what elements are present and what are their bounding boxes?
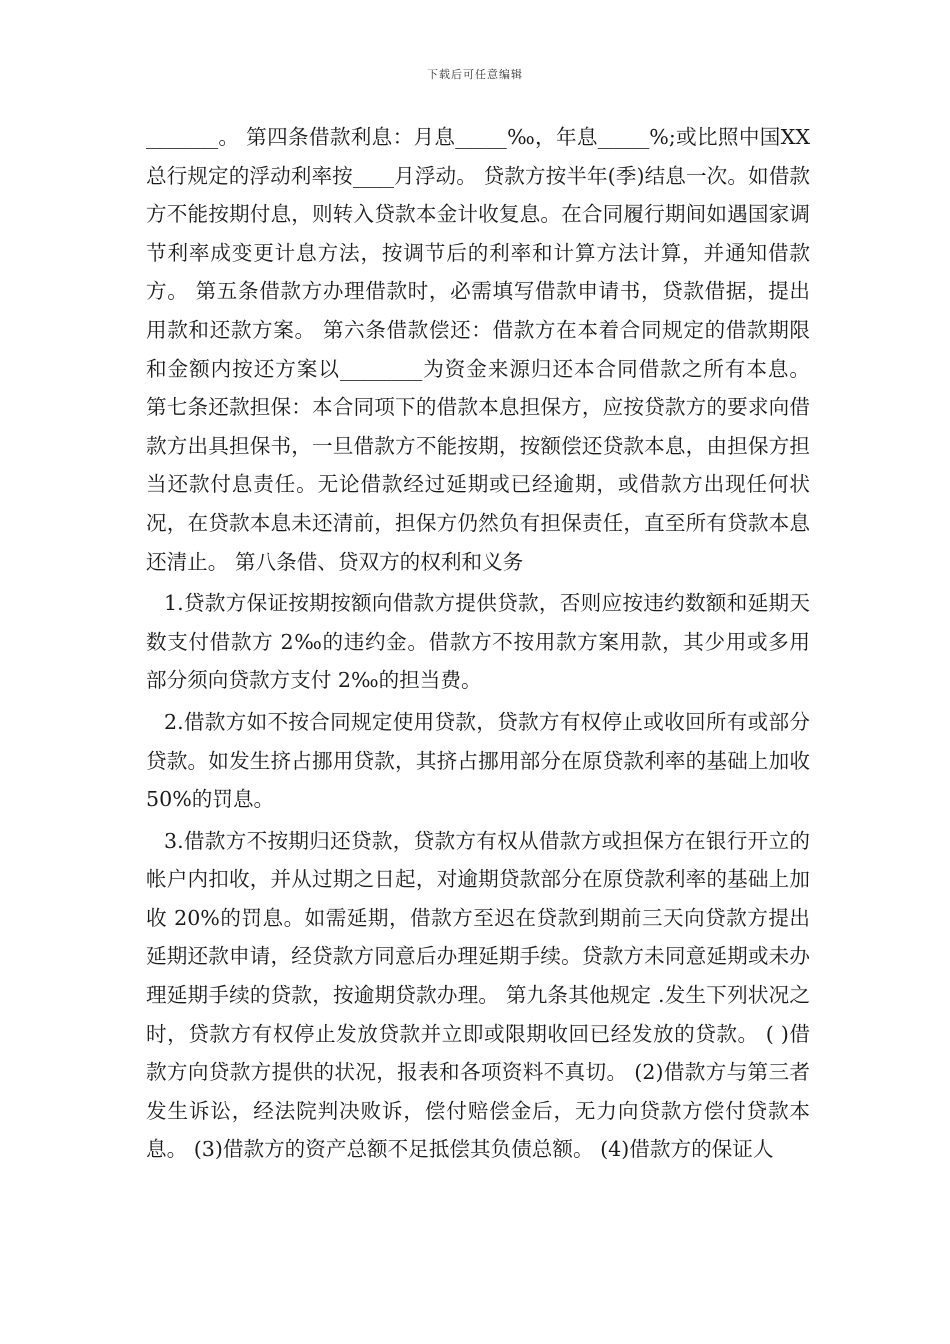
document-body <box>146 118 810 1169</box>
paragraph-clause-8-item-1: 1.贷款方保证按期按额向借款方提供贷款，否则应按违约数额和延期天数支付借款方 2‰的违约金。借款方不按用款方案用款，其少用或多用部分须向贷款方支付 2‰的担当费。 <box>146 591 810 693</box>
paragraph-clause-8-item-2: 2.借款方如不按合同规定使用贷款，贷款方有权停止或收回所有或部分贷款。如发生挤占挪用贷款，其挤占挪用部分在原贷款利率的基础上加收 50%的罚息。 <box>146 709 810 812</box>
paragraph-interest-and-repayment: _______。 第四条借款利息：月息_____‰，年息_____%;或比照中国XX总行规定的浮动利率按____月浮动。 贷款方按半年(季)结息一次。如借款方不能按期付息，则转入贷款本金计收复息。在合同履行期间如遇国家调节利率成变更计息方法，按调节后的利率和计算方法计算，并通知借款方。 第五条借款方办理借款时，必需填写借款申请书，贷款借据，提出用款和还款方案。 第六条借款偿还：借款方在本着合同规定的借款期限和金额内按还方案以________为资金来源归还本合同借款之所有本息。 第七条还款担保：本合同项下的借款本息担保方，应按贷款方的要求向借款方出具担保书，一旦借款方不能按期，按额偿还贷款本息，由担保方担当还款付息责任。无论借款经过延期或已经逾期，或借款方出现任何状况，在贷款本息未还清前，担保方仍然负有担保责任，直至所有贷款本息还清止。 第八条借、贷双方的权利和义务 <box>146 125 810 574</box>
page-header: 下载后可任意编辑 <box>427 68 523 81</box>
paragraph-clause-8-item-3: 3.借款方不按期归还贷款，贷款方有权从借款方或担保方在银行开立的帐户内扣收，并从过期之日起，对逾期贷款部分在原贷款利率的基础上加收 20%的罚息。如需延期，借款方至迟在贷款到期前三天向贷款方提出延期还款申请，经贷款方同意后办理延期手续。贷款方未同意延期或未办理延期手续的贷款，按逾期贷款办理。 第九条其他规定 .发生下列状况之时，贷款方有权停止发放贷款并立即或限期收回已经发放的贷款。 ( )借款方向贷款方提供的状况，报表和各项资料不真切。 (2)借款方与第三者发生诉讼，经法院判决败诉，偿付赔偿金后，无力向贷款方偿付贷款本息。 (3)借款方的资产总额不足抵偿其负债总额。 (4)借款方的保证人 <box>146 828 810 1162</box>
